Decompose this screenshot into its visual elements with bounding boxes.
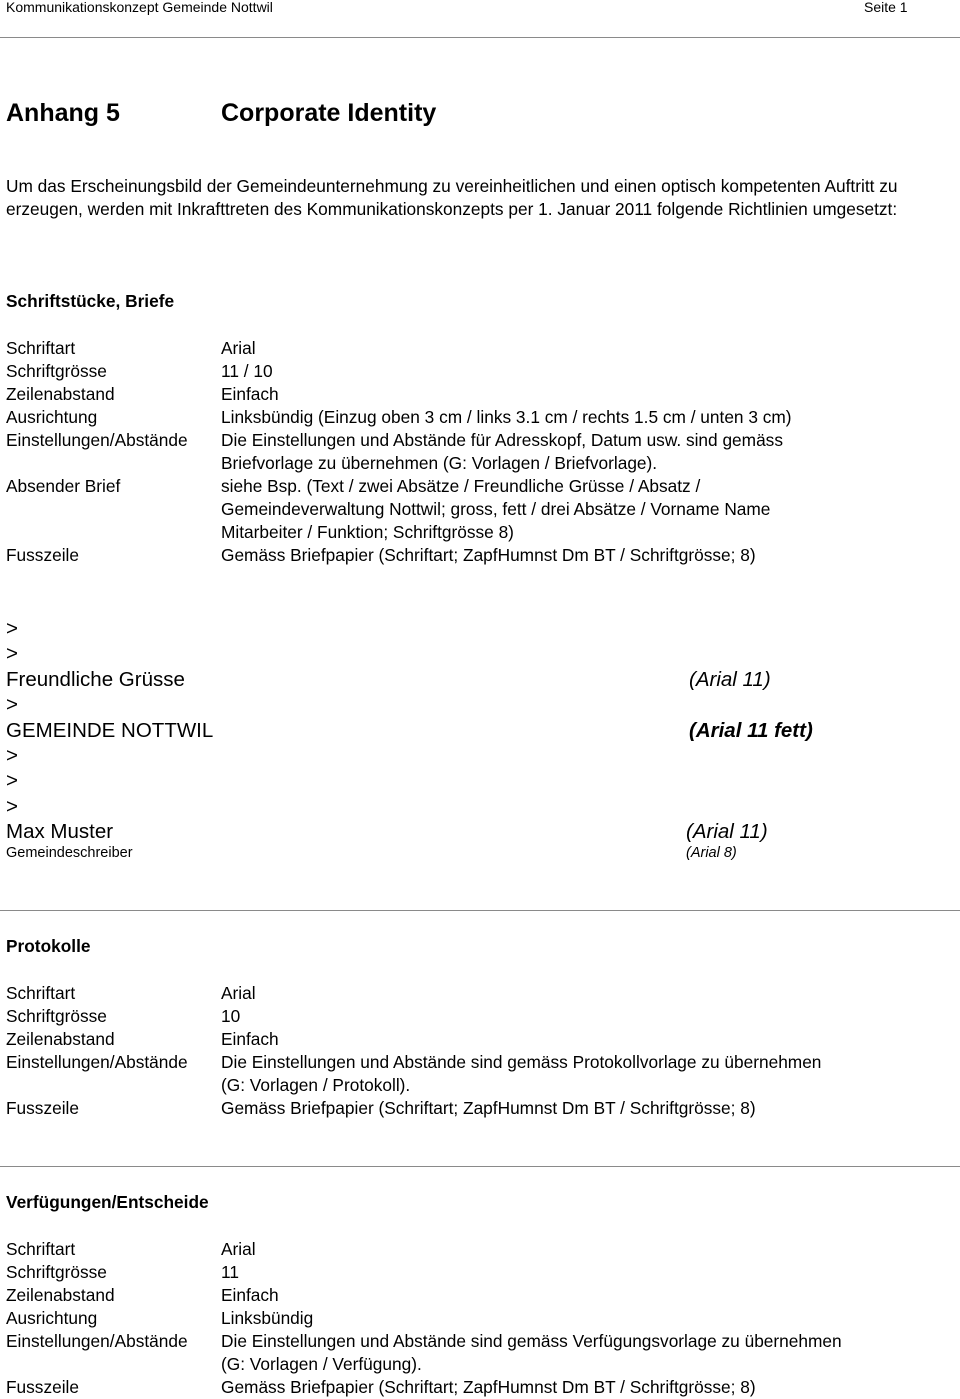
spec-label: Fusszeile [6,1098,79,1118]
example-greeting-note: (Arial 11) [689,668,771,691]
example-marker: > [6,795,18,818]
spec-value: siehe Bsp. (Text / zwei Absätze / Freundliche Grüsse / Absatz / [221,476,701,496]
spec-label: Ausrichtung [6,1308,98,1328]
spec-label: Absender Brief [6,476,121,496]
spec-label: Schriftgrösse [6,361,107,381]
section-heading-protokolle: Protokolle [6,936,91,956]
spec-value: 11 / 10 [221,361,273,381]
spec-value-continued: (G: Vorlagen / Verfügung). [221,1354,422,1374]
header-divider [0,37,960,38]
spec-label: Fusszeile [6,1377,79,1397]
spec-value: Linksbündig (Einzug oben 3 cm / links 3.1 cm / rechts 1.5 cm / unten 3 cm) [221,407,792,427]
spec-value: 10 [221,1006,241,1026]
spec-value: Arial [221,1239,256,1259]
section-divider [0,910,960,911]
example-organisation-note: (Arial 11 fett) [689,719,813,742]
example-marker: > [6,642,18,665]
spec-label: Zeilenabstand [6,1029,115,1049]
page-header-left: Kommunikationskonzept Gemeinde Nottwil [6,0,273,15]
spec-value-continued: Briefvorlage zu übernehmen (G: Vorlagen / Briefvorlage). [221,453,658,473]
spec-value: Arial [221,983,256,1003]
spec-value-continued: (G: Vorlagen / Protokoll). [221,1075,411,1095]
spec-label: Schriftart [6,1239,76,1259]
spec-label: Zeilenabstand [6,1285,115,1305]
spec-value-continued: Gemeindeverwaltung Nottwil; gross, fett / drei Absätze / Vorname Name [221,499,771,519]
example-marker: > [6,693,18,716]
example-organisation: GEMEINDE NOTTWIL [6,719,214,742]
example-role: Gemeindeschreiber [6,845,133,861]
example-marker: > [6,617,18,640]
spec-value: 11 [221,1262,239,1282]
page-number: Seite 1 [864,0,908,15]
spec-label: Schriftgrösse [6,1006,107,1026]
intro-paragraph: Um das Erscheinungsbild der Gemeindeunternehmung zu vereinheitlichen und einen optisch kompetenten Auftritt zu erzeugen, werden mit Inkrafttreten des Kommunikationskonzepts per 1. Januar 2011 folgende Richtlinien umgesetzt: [6,176,898,219]
example-marker: > [6,769,18,792]
spec-value: Arial [221,338,256,358]
spec-label: Ausrichtung [6,407,98,427]
spec-label: Einstellungen/Abstände [6,1331,188,1351]
example-name-note: (Arial 11) [686,820,768,843]
example-name: Max Muster [6,820,114,843]
section-divider [0,1166,960,1167]
spec-label: Zeilenabstand [6,384,115,404]
spec-value: Gemäss Briefpapier (Schriftart; ZapfHumnst Dm BT / Schriftgrösse; 8) [221,1098,756,1118]
spec-value: Linksbündig [221,1308,314,1328]
spec-value: Gemäss Briefpapier (Schriftart; ZapfHumnst Dm BT / Schriftgrösse; 8) [221,545,756,565]
spec-value: Einfach [221,1285,279,1305]
example-role-note: (Arial 8) [686,845,737,861]
spec-label: Schriftgrösse [6,1262,107,1282]
section-heading-briefe: Schriftstücke, Briefe [6,291,175,311]
example-marker: > [6,744,18,767]
spec-label: Einstellungen/Abstände [6,430,188,450]
spec-value: Gemäss Briefpapier (Schriftart; ZapfHumnst Dm BT / Schriftgrösse; 8) [221,1377,756,1397]
spec-value-continued: Mitarbeiter / Funktion; Schriftgrösse 8) [221,522,514,542]
spec-label: Einstellungen/Abstände [6,1052,188,1072]
appendix-number: Anhang 5 [6,99,120,127]
spec-label: Schriftart [6,338,76,358]
example-greeting: Freundliche Grüsse [6,668,185,691]
spec-value: Die Einstellungen und Abstände sind gemäss Protokollvorlage zu übernehmen [221,1052,822,1072]
spec-label: Schriftart [6,983,76,1003]
spec-value: Einfach [221,384,279,404]
spec-value: Die Einstellungen und Abstände für Adresskopf, Datum usw. sind gemäss [221,430,783,450]
spec-label: Fusszeile [6,545,79,565]
spec-value: Einfach [221,1029,279,1049]
section-heading-verfuegungen: Verfügungen/Entscheide [6,1192,209,1212]
page-title: Corporate Identity [221,99,437,127]
spec-value: Die Einstellungen und Abstände sind gemäss Verfügungsvorlage zu übernehmen [221,1331,842,1351]
